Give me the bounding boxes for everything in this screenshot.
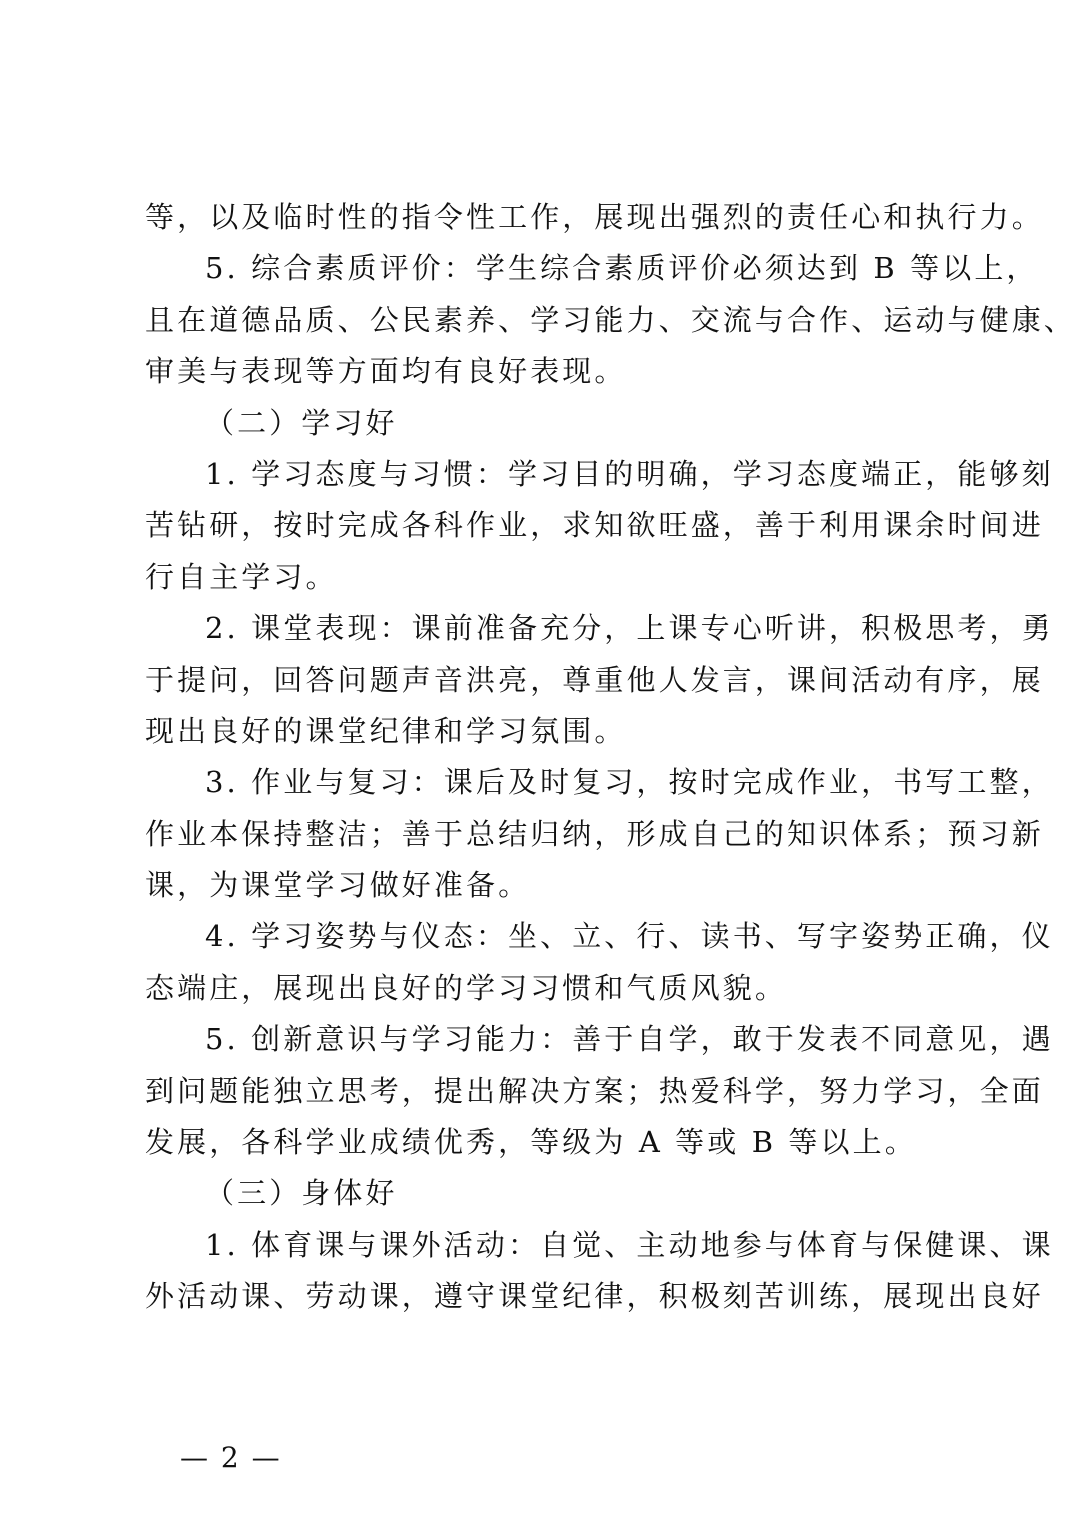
- body-text-line: 5. 创新意识与学习能力：善于自学，敢于发表不同意见，遇: [205, 1022, 1054, 1057]
- body-text-line: 作业本保持整洁；善于总结归纳，形成自己的知识体系；预习新: [145, 816, 1044, 851]
- body-text-line: 1. 学习态度与习惯：学习目的明确，学习态度端正，能够刻: [205, 456, 1054, 491]
- body-text-line: 1. 体育课与课外活动：自觉、主动地参与体育与保健课、课: [205, 1227, 1054, 1262]
- body-text-line: 课，为课堂学习做好准备。: [145, 868, 531, 903]
- body-text-line: 3. 作业与复习：课后及时复习，按时完成作业，书写工整，: [205, 765, 1054, 800]
- body-text-line: 2. 课堂表现：课前准备充分，上课专心听讲，积极思考，勇: [205, 611, 1054, 646]
- document-body: [145, 192, 1076, 1323]
- page-number: — 2 —: [180, 1441, 282, 1474]
- body-text-line: 苦钻研，按时完成各科作业，求知欲旺盛，善于利用课余时间进: [145, 508, 1044, 543]
- section-heading: （二）学习好: [205, 405, 398, 440]
- body-text-line: 且在道德品质、公民素养、学习能力、交流与合作、运动与健康、: [145, 302, 1076, 337]
- page-footer: [0, 1438, 1080, 1478]
- body-text-line: 4. 学习姿势与仪态：坐、立、行、读书、写字姿势正确，仪: [205, 919, 1054, 954]
- body-text-line: 于提问，回答问题声音洪亮，尊重他人发言，课间活动有序，展: [145, 662, 1044, 697]
- body-text-line: 5. 综合素质评价：学生综合素质评价必须达到 B 等以上，: [205, 251, 1039, 286]
- body-text-line: 发展，各科学业成绩优秀，等级为 A 等或 B 等以上。: [145, 1125, 917, 1160]
- body-text-line: 态端庄，展现出良好的学习习惯和气质风貌。: [145, 970, 788, 1005]
- section-heading: （三）身体好: [205, 1176, 398, 1211]
- body-text-line: 行自主学习。: [145, 559, 338, 594]
- body-text-line: 等，以及临时性的指令性工作，展现出强烈的责任心和执行力。: [145, 200, 1044, 234]
- body-text-line: 到问题能独立思考，提出解决方案；热爱科学，努力学习，全面: [145, 1073, 1044, 1108]
- body-text-line: 外活动课、劳动课，遵守课堂纪律，积极刻苦训练，展现出良好: [145, 1279, 1044, 1314]
- body-text-line: 审美与表现等方面均有良好表现。: [145, 354, 627, 389]
- body-text-line: 现出良好的课堂纪律和学习氛围。: [145, 713, 627, 748]
